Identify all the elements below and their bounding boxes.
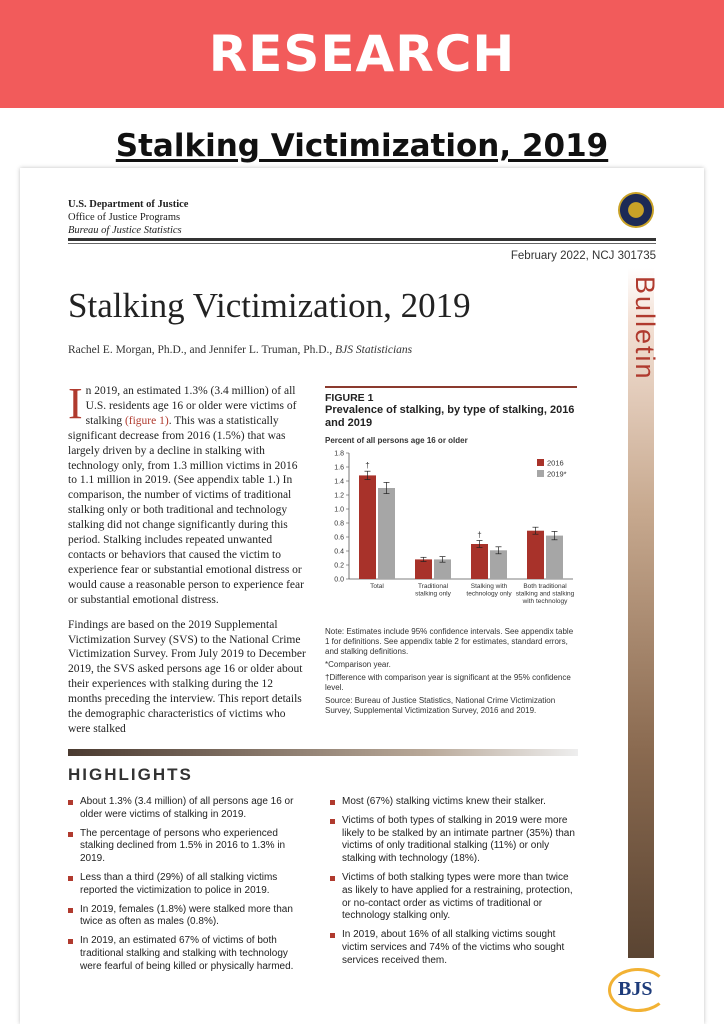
legend-label: 2019*: [547, 469, 567, 479]
figure-link[interactable]: (figure 1): [124, 414, 169, 427]
figure-label: FIGURE 1: [325, 392, 374, 404]
highlight-item: In 2019, about 16% of all stalking victims sought victim services and 74% of the victims who sought services received them.: [330, 929, 576, 967]
bjs-logo: [608, 968, 668, 1012]
y-tick-label: 1.6: [334, 464, 344, 472]
legend-swatch: [537, 470, 544, 477]
page-subtitle: Stalking Victimization, 2019: [115, 128, 609, 164]
body-text: [68, 379, 308, 747]
bar: [359, 475, 376, 579]
x-tick-label-line: with technology: [522, 598, 568, 605]
highlight-item: Victims of both types of stalking in 2019 were more likely to be stalked by an intimate partner (35%) than victims of only traditional stalking (11%) or only stalking with technology (18%).: [330, 815, 576, 866]
figure-note: *Comparison year.: [325, 660, 391, 669]
header-rule: [68, 238, 656, 241]
y-tick-label: 1.8: [334, 450, 344, 458]
x-tick-label-line: stalking and stalking: [515, 590, 575, 598]
research-banner: [0, 0, 724, 108]
authors-role: BJS Statisticians: [335, 344, 413, 356]
highlight-item: In 2019, an estimated 67% of victims of both traditional stalking and stalking with technology were fearful of being killed or physically harmed.: [68, 935, 308, 973]
agency-line: Office of Justice Programs: [68, 212, 181, 223]
x-tick-label-line: Total: [370, 583, 384, 590]
x-tick-label-line: technology only: [466, 590, 512, 598]
x-tick-label: [415, 583, 452, 598]
agency-line: U.S. Department of Justice: [68, 199, 189, 210]
highlight-item: Less than a third (29%) of all stalking victims reported the victimization to police in 2019.: [68, 872, 308, 898]
drop-cap: I: [68, 379, 83, 428]
x-tick-label-line: stalking only: [415, 590, 451, 598]
bar-chart: [325, 447, 577, 617]
bar: [546, 536, 563, 579]
figure-notes: [325, 627, 577, 716]
figure-note: Source: Bureau of Justice Statistics, National Crime Victimization Survey, Supplemental Victimization Survey, 2016 and 2019.: [325, 696, 556, 715]
x-tick-label-line: Both traditional: [523, 583, 567, 590]
figure-title: Prevalence of stalking, by type of stalking, 2016 and 2019: [325, 404, 575, 429]
y-tick-label: 0.2: [334, 562, 344, 570]
figure-rule: [325, 386, 577, 388]
figure-unit: Percent of all persons age 16 or older: [325, 436, 468, 445]
y-tick-label: 1.4: [334, 478, 344, 486]
y-tick-label: 1.0: [334, 506, 344, 514]
agency-block: [68, 198, 188, 237]
highlights-left: [68, 796, 308, 980]
highlights-bar: [68, 749, 578, 756]
doj-seal-icon: [618, 192, 654, 228]
authors-names: Rachel E. Morgan, Ph.D., and Jennifer L. Truman, Ph.D.,: [68, 344, 333, 356]
report-date: February 2022, NCJ 301735: [510, 250, 656, 262]
header-rule-thin: [68, 243, 656, 244]
report-authors: [68, 344, 412, 356]
bar: [415, 559, 432, 579]
x-tick-label: [466, 583, 512, 598]
highlights-right: [330, 796, 576, 974]
highlights-title: HIGHLIGHTS: [68, 765, 193, 784]
bar: [471, 544, 488, 579]
highlight-item: About 1.3% (3.4 million) of all persons age 16 or older were victims of stalking in 2019.: [68, 796, 308, 822]
x-tick-label-line: Stalking with: [470, 583, 508, 590]
paragraph: Findings are based on the 2019 Supplemental Victimization Survey (SVS) to the National Crime Victimization Survey. From July 2019 to December 2019, the SVS asked persons age 16 or older about their experiences with stalking during the 12 months preceding the interview. This report details the demographic characteristics of victims who were stalked: [68, 618, 306, 735]
para1-text-b: . This was a statistically significant decrease from 2016 (1.5%) that was largely driven by a decline in stalking with technology only, from 1.3 million victims in 2016 to 1.1 million in 2019. (See appendix table 1.) In comparison, the number of victims of traditional stalking only or both traditional and technology stalking did not change significantly during this period. Stalking includes repeated unwanted contacts or behaviors that caused the victim to experience fear or substantial emotional distress or would cause a reasonable person to experience fear or substantial emotional distress.: [68, 414, 304, 606]
bulletin-label: Bulletin: [630, 276, 660, 381]
x-tick-label-line: Traditional: [417, 583, 449, 590]
figure-note: Note: Estimates include 95% confidence intervals. See appendix table 1 for definitions. See appendix table 2 for estimates, standard errors, and stalking definitions.: [325, 627, 574, 656]
agency-line: Bureau of Justice Statistics: [68, 225, 182, 236]
x-tick-label: [516, 583, 575, 605]
highlight-item: Most (67%) stalking victims knew their stalker.: [330, 796, 576, 809]
paragraph: [68, 379, 308, 608]
bulletin-label-wrap: [616, 276, 666, 416]
report-title: Stalking Victimization, 2019: [68, 286, 471, 325]
bjs-logo-text: BJS: [618, 978, 653, 1000]
legend-swatch: [537, 459, 544, 466]
highlight-item: Victims of both stalking types were more than twice as likely to have applied for a restraining, protection, or no-contact order as victims of traditional or technology stalking only.: [330, 872, 576, 923]
x-tick-label: [370, 583, 384, 590]
significance-mark: †: [365, 461, 370, 471]
banner-title: RESEARCH: [208, 25, 516, 83]
bar: [490, 550, 507, 579]
bar: [527, 531, 544, 579]
highlight-item: In 2019, females (1.8%) were stalked more than twice as often as males (0.8%).: [68, 904, 308, 930]
y-tick-label: 0.0: [334, 576, 344, 584]
figure-1: [325, 386, 577, 719]
y-tick-label: 0.8: [334, 520, 344, 528]
y-tick-label: 0.6: [334, 534, 344, 542]
highlight-item: The percentage of persons who experienced stalking declined from 1.5% in 2016 to 1.3% in 2019.: [68, 828, 308, 866]
y-tick-label: 1.2: [334, 492, 344, 500]
legend-label: 2016: [547, 458, 564, 468]
bar: [378, 488, 395, 579]
figure-note: †Difference with comparison year is significant at the 95% confidence level.: [325, 673, 571, 692]
y-tick-label: 0.4: [334, 548, 344, 556]
report-page: [20, 168, 704, 1024]
significance-mark: †: [477, 530, 482, 540]
para1-text-a: n 2019, an estimated 1.3% (3.4 million) of all U.S. residents age 16 or older were victims of stalking: [85, 385, 297, 427]
